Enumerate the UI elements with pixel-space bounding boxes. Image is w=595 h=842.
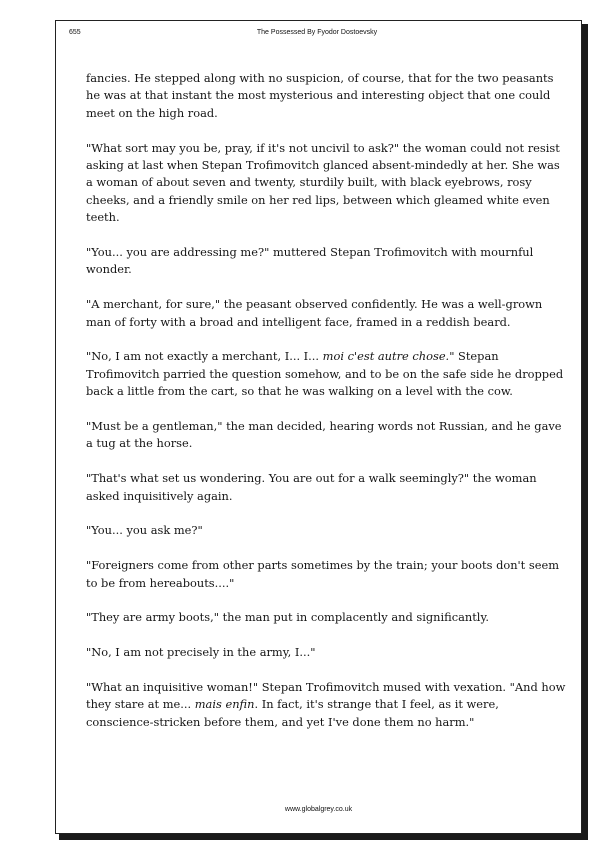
paragraph: "Foreigners come from other parts sometimes by the train; your boots don't seem to be from hereabouts...." xyxy=(86,558,560,590)
paragraph: "What sort may you be, pray, if it's not uncivil to ask?" the woman could not resist asking at last when Stepan Trofimovitch glanced absent-mindedly at her. She was a woman of about seven and twenty, sturdily built, with black eyebrows, rosy cheeks, and a friendly smile on her red lips, between which gleamed white even teeth. xyxy=(86,140,560,225)
paragraph: "They are army boots," the man put in complacently and significantly. xyxy=(86,610,489,625)
paragraph xyxy=(86,348,566,400)
paragraph: "Must be a gentleman," the man decided, hearing words not Russian, and he gave a tug at the horse. xyxy=(86,419,562,451)
page-header xyxy=(69,29,565,41)
paragraph-text: " Stepan Trofimovitch parried the question somehow, and to be on the safe side he dropped back a little from the cart, so that he was walking on a level with the cow. xyxy=(86,349,564,399)
footer-url[interactable]: www.globalgrey.co.uk xyxy=(284,806,353,813)
paragraph-text: . In fact, it's strange that I feel, as it were, conscience-stricken before them, and yet I've done them no harm." xyxy=(86,697,499,729)
paragraph: "That's what set us wondering. You are out for a walk seemingly?" the woman asked inquisitively again. xyxy=(86,471,537,503)
paragraph: "No, I am not precisely in the army, I..." xyxy=(86,645,316,660)
running-title: The Possessed By Fyodor Dostoevsky xyxy=(256,29,378,36)
italic-phrase: moi c'est autre chose. xyxy=(322,349,450,364)
italic-phrase: mais enfin xyxy=(194,697,255,712)
paragraph xyxy=(86,679,566,731)
paragraph-text: "No, I am not exactly a merchant, I... I... xyxy=(86,349,323,364)
body-text xyxy=(86,70,566,749)
paragraph: "You... you are addressing me?" muttered Stepan Trofimovitch with mournful wonder. xyxy=(86,245,534,277)
document-page xyxy=(55,20,582,834)
paragraph-text: "What an inquisitive woman!" Stepan Trofimovitch mused with vexation. "And how they stare at me... xyxy=(86,680,566,712)
paragraph: fancies. He stepped along with no suspicion, of course, that for the two peasants he was at that instant the most mysterious and interesting object that one could meet on the high road. xyxy=(86,71,554,120)
paragraph: "A merchant, for sure," the peasant observed confidently. He was a well-grown man of forty with a broad and intelligent face, framed in a reddish beard. xyxy=(86,297,543,329)
page-number: 655 xyxy=(69,29,81,36)
paragraph: "You... you ask me?" xyxy=(86,523,203,538)
